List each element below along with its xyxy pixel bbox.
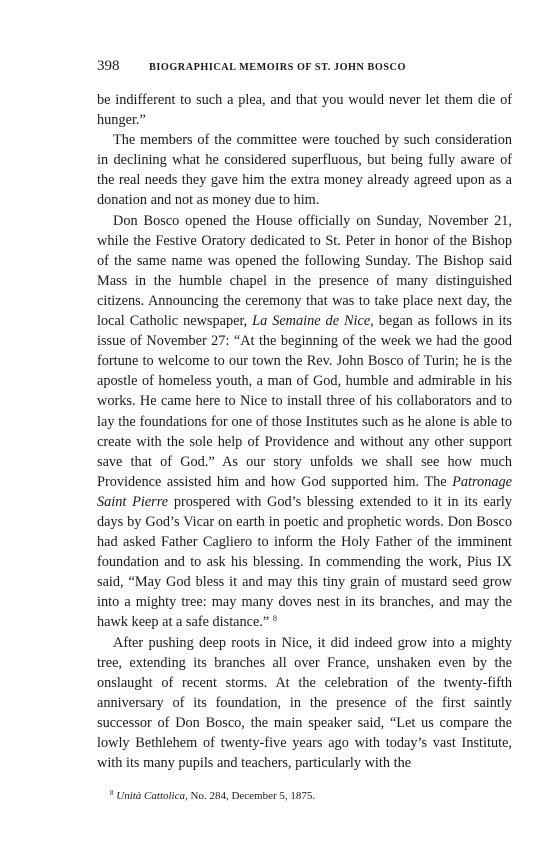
paragraph-opening: [97, 211, 512, 633]
paragraph-growth: After pushing deep roots in Nice, it did indeed grow into a mighty tree, extending its branches all over France, unshaken even by the onslaught of recent storms. At the celebration of the twenty-fifth anniversary of its foundation, in the presence of the first saintly successor of Don Bosco, the main speaker said, “Let us compare the lowly Bethlehem of twenty-five years ago with today’s vast Institute, with its many pupils and teachers, particularly with the: [97, 634, 512, 772]
running-head: [97, 58, 512, 82]
running-title: BIOGRAPHICAL MEMOIRS OF ST. JOHN BOSCO: [149, 62, 406, 73]
footnote-marker: 8: [110, 789, 114, 798]
footnote: [97, 789, 512, 803]
book-page: [97, 58, 512, 803]
paragraph-continued: be indifferent to such a plea, and that you would never let them die of hunger.”: [97, 92, 512, 129]
body-text: [97, 90, 512, 773]
paragraph-committee: The members of the committee were touched by such consideration in declining what he considered superfluous, but being fully aware of the real needs they gave him the extra money already agreed upon as a donation and not as money due to him.: [97, 132, 512, 209]
page-number: 398: [97, 58, 120, 74]
footnote-source-title: Unità Cattolica,: [116, 790, 188, 803]
paragraph-text: began as follows in its issue of November 27: “At the beginning of the week we had the good fortune to welcome to our town the Rev. John Bosco of Turin; he is the apostle of homeless youth, a man of God, humble and admirable in his works. He came here to Nice to install three of his collaborators and to lay the foundations for one of those Institutes such as he alone is able to create with the sole help of Providence and without any other support save that of God.” As our story unfolds we shall see how much Providence assisted him and how God supported him. The: [97, 313, 512, 490]
paragraph-text: prospered with God’s blessing extended to it in its early days by God’s Vicar on earth in poetic and prophetic words. Don Bosco had asked Father Cagliero to inform the Holy Father of the imminent foundation and to ask his blessing. In commending the work, Pius IX said, “May God bless it and may this tiny grain of mustard seed grow into a mighty tree: may many doves nest in its branches, and may the hawk keep at a safe distance.”: [97, 493, 512, 631]
footnote-details: No. 284, December 5, 1875.: [187, 790, 316, 803]
footnote-reference: 8: [272, 614, 277, 624]
institute-name: Patronage Saint Pierre: [97, 473, 512, 510]
newspaper-title: La Semaine de Nice,: [252, 313, 374, 330]
paragraph-text: Don Bosco opened the House officially on Sunday, November 21, while the Festive Oratory dedicated to St. Peter in honor of the Bishop of the same name was opened the following Sunday. The Bishop said Mass in the humble chapel in the presence of many distinguished citizens. Announcing the ceremony that was to take place next day, the local Catholic newspaper,: [97, 212, 512, 330]
